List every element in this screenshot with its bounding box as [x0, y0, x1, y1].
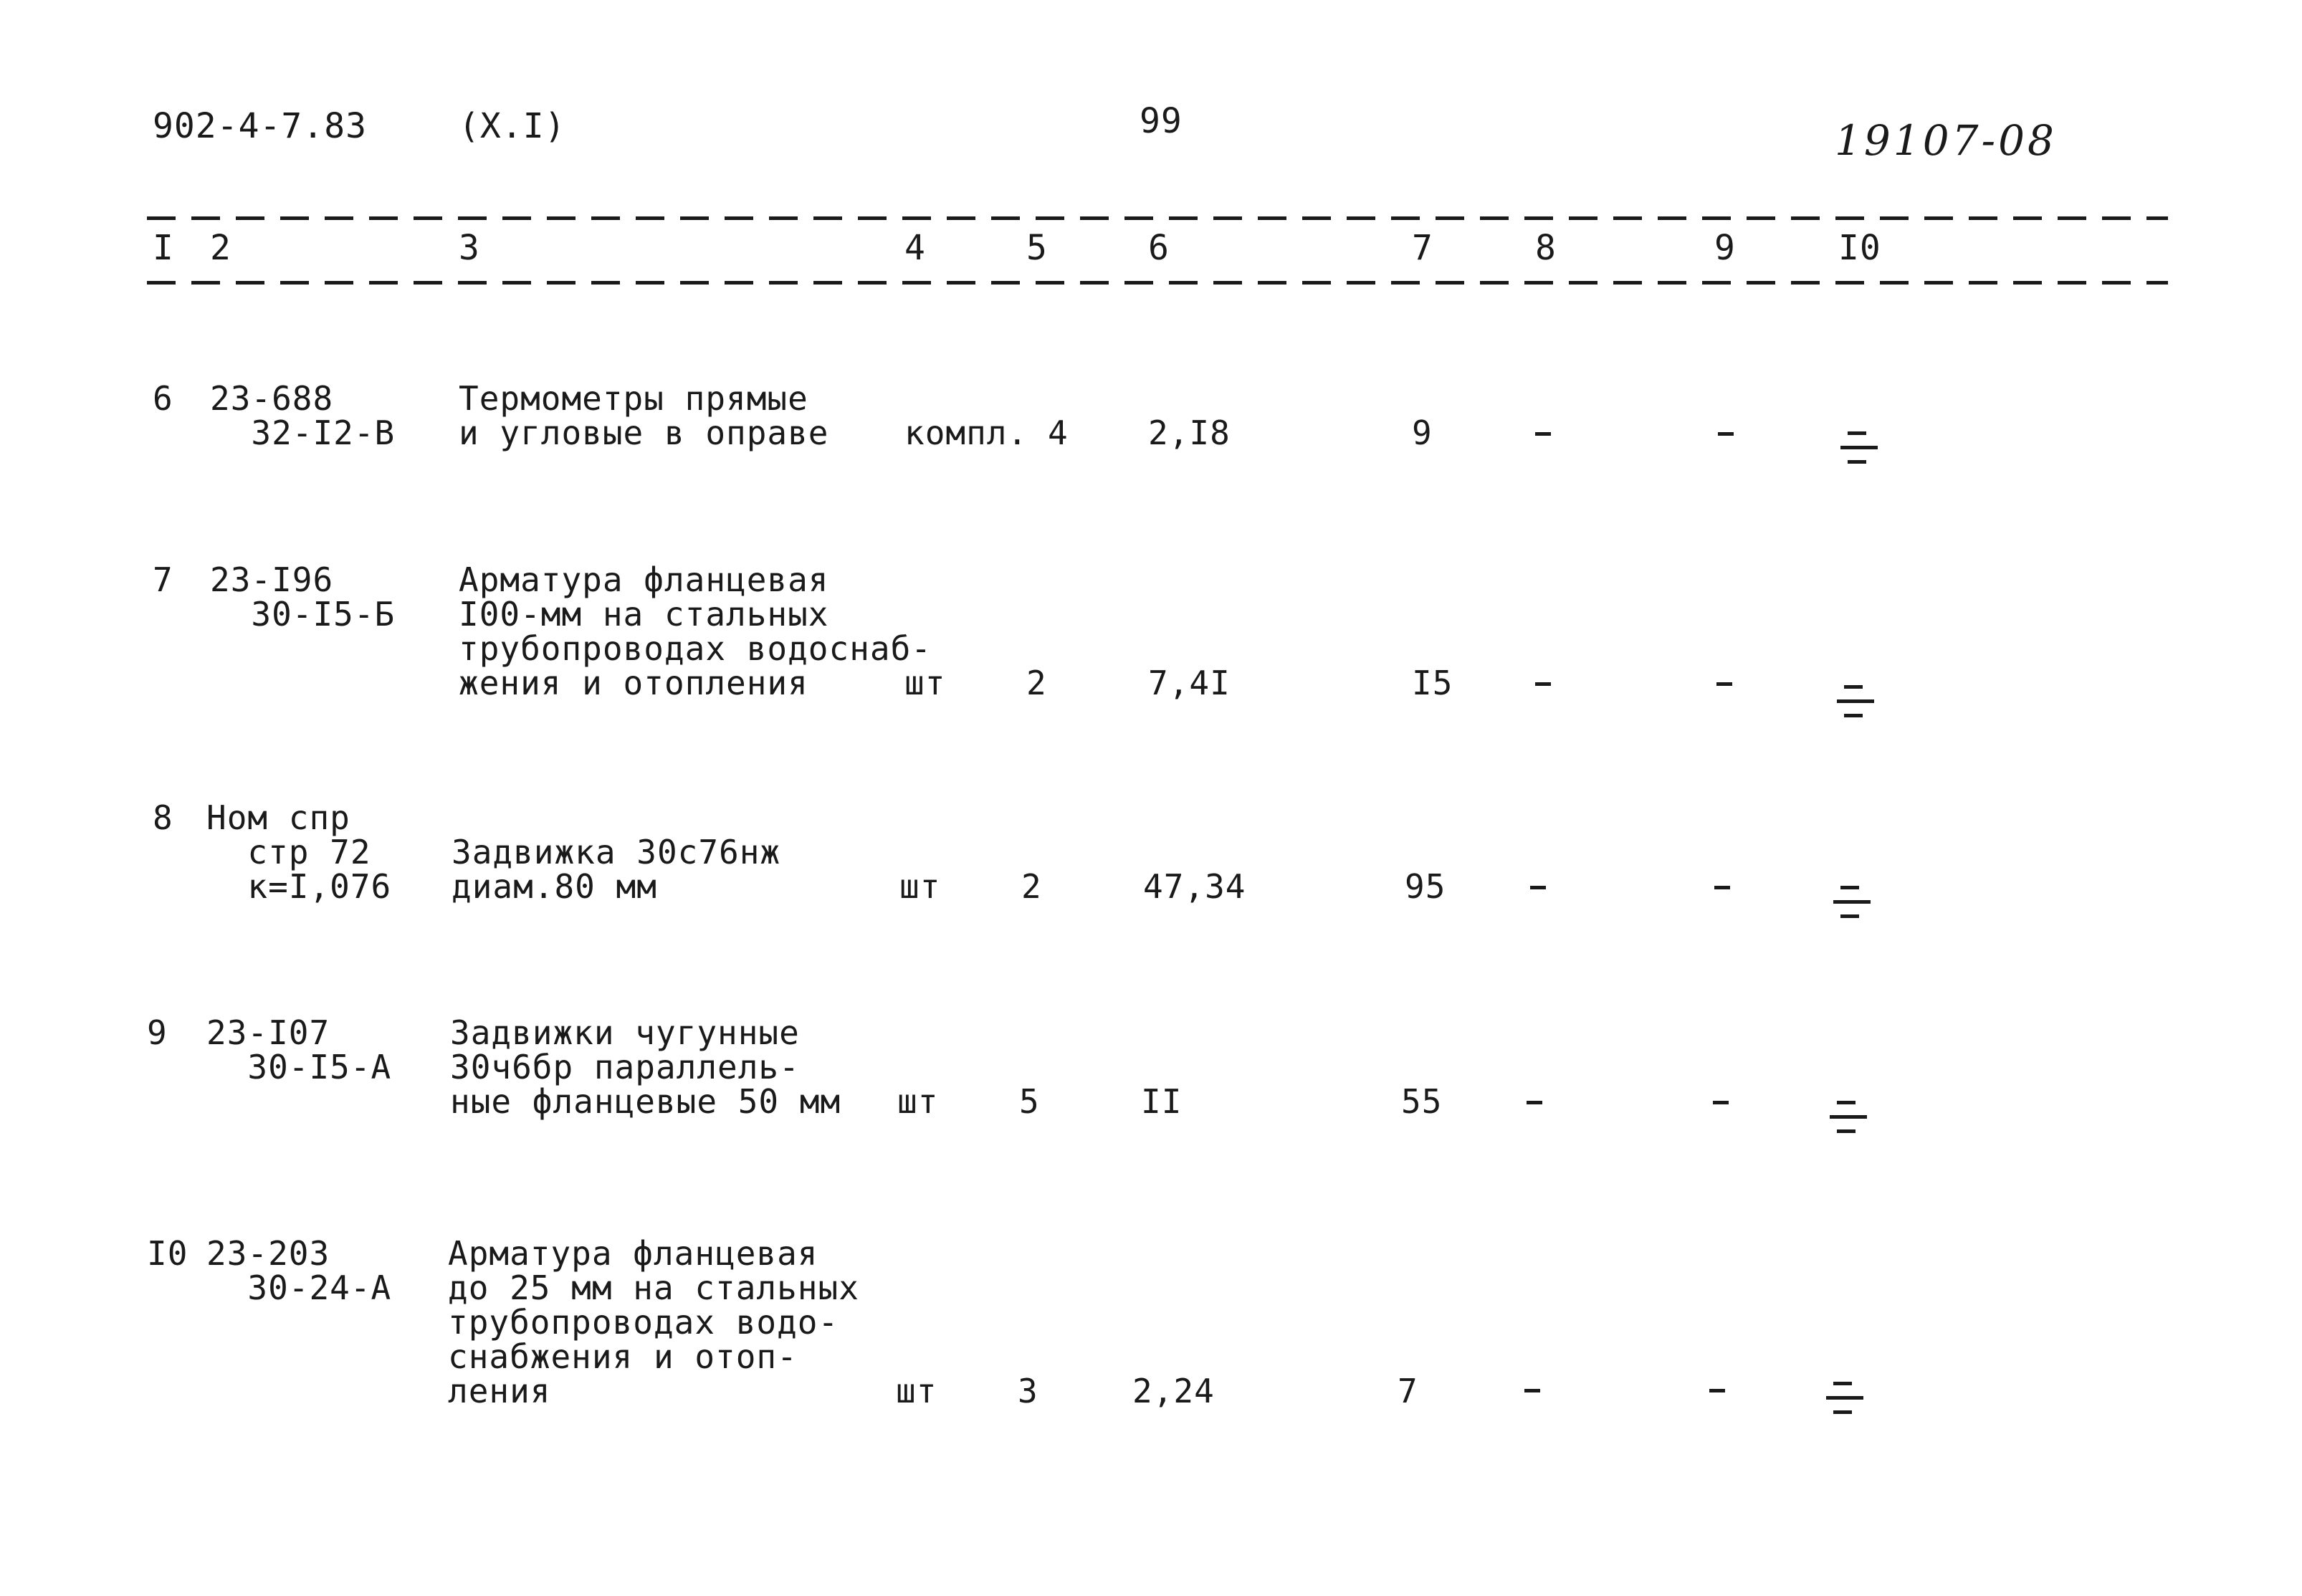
column-header: 9 — [1714, 228, 1736, 268]
total-cost: I5 — [1412, 664, 1453, 702]
empty-cell-dash — [1535, 682, 1551, 686]
unit-price: 2,24 — [1132, 1372, 1215, 1410]
norm-code: Ном спр стр 72 к=I,076 — [206, 798, 392, 906]
empty-cell-dash — [1524, 1389, 1540, 1392]
ditto-mark-icon — [1824, 1094, 1874, 1144]
total-cost: 9 — [1412, 414, 1433, 452]
column-header: I0 — [1838, 228, 1881, 268]
quantity: 3 — [1018, 1372, 1038, 1410]
row-number: 9 — [147, 1013, 168, 1052]
column-header: 6 — [1148, 228, 1170, 268]
unit-price: II — [1141, 1082, 1183, 1121]
total-cost: 7 — [1398, 1372, 1418, 1410]
quantity: 4 — [1048, 414, 1069, 452]
column-header: 2 — [210, 228, 231, 268]
quantity: 2 — [1026, 664, 1047, 702]
column-header: 8 — [1535, 228, 1557, 268]
empty-cell-dash — [1718, 432, 1734, 436]
column-header: 4 — [904, 228, 926, 268]
unit: компл. — [904, 414, 1028, 452]
row-number: 8 — [153, 798, 173, 837]
header-rule-top — [147, 216, 2168, 220]
unit-price: 47,34 — [1143, 867, 1246, 906]
section-label: (X.I) — [459, 106, 566, 146]
total-cost: 55 — [1401, 1082, 1443, 1121]
unit: шт — [897, 1082, 939, 1121]
quantity: 2 — [1021, 867, 1042, 906]
empty-cell-dash — [1714, 886, 1730, 889]
item-description: Арматура фланцевая I00-мм на стальных трубопроводах водоснаб- жения и отопления — [459, 560, 932, 702]
row-number: 7 — [153, 560, 173, 599]
unit-price: 2,I8 — [1148, 414, 1231, 452]
column-header: I — [153, 228, 174, 268]
empty-cell-dash — [1709, 1389, 1725, 1392]
unit: шт — [904, 664, 946, 702]
unit-price: 7,4I — [1148, 664, 1231, 702]
column-header: 7 — [1412, 228, 1433, 268]
ditto-mark-icon — [1820, 1375, 1871, 1425]
ditto-mark-icon — [1831, 678, 1881, 728]
total-cost: 95 — [1405, 867, 1446, 906]
item-description: Задвижки чугунные 30ч6бр параллель- ные фланцевые 50 мм — [450, 1013, 841, 1121]
empty-cell-dash — [1530, 886, 1546, 889]
empty-cell-dash — [1527, 1101, 1542, 1104]
row-number: 6 — [153, 379, 173, 418]
ditto-mark-icon — [1835, 424, 1885, 474]
unit: шт — [896, 1372, 937, 1410]
norm-code: 23-I07 30-I5-А — [206, 1013, 392, 1086]
handwritten-code: 19107-08 — [1835, 116, 2057, 165]
norm-code: 23-I96 30-I5-Б — [210, 560, 396, 634]
row-number: I0 — [147, 1234, 188, 1273]
header-rule-bottom — [147, 281, 2168, 285]
empty-cell-dash — [1713, 1101, 1729, 1104]
ditto-mark-icon — [1828, 879, 1878, 929]
norm-code: 23-688 32-I2-B — [210, 379, 396, 452]
quantity: 5 — [1019, 1082, 1040, 1121]
empty-cell-dash — [1716, 682, 1732, 686]
document-code: 902-4-7.83 — [153, 106, 367, 146]
unit: шт — [899, 867, 941, 906]
item-description: Арматура фланцевая до 25 мм на стальных трубопроводах водо- снабжения и отоп- ления — [448, 1234, 859, 1410]
item-description: Термометры прямые и угловые в оправе — [459, 379, 829, 452]
column-header: 3 — [459, 228, 480, 268]
norm-code: 23-203 30-24-А — [206, 1234, 392, 1307]
column-header: 5 — [1026, 228, 1048, 268]
page-number: 99 — [1140, 101, 1183, 141]
empty-cell-dash — [1535, 432, 1551, 436]
item-description: Задвижка 30с76нж диам.80 мм — [452, 833, 781, 906]
